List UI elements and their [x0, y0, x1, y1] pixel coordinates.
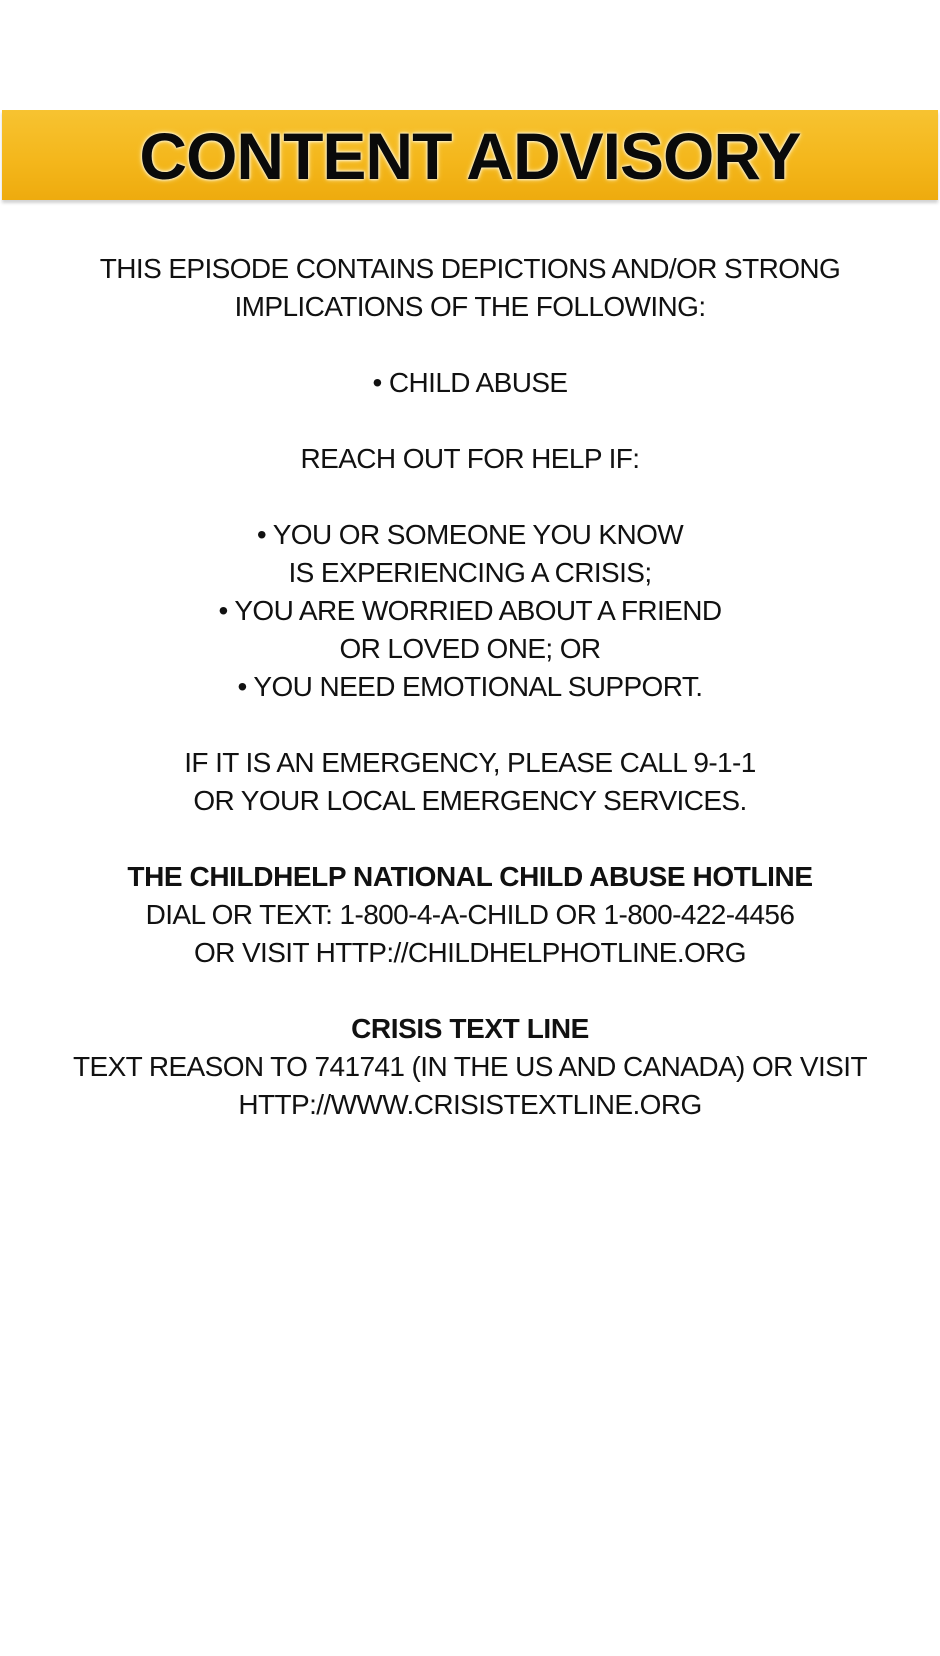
advisory-banner: [2, 110, 938, 200]
help-line: IS EXPERIENCING A CRISIS;: [288, 557, 652, 588]
childhelp-phone: DIAL OR TEXT: 1-800-4-A-CHILD OR 1-800-422-4456: [145, 899, 795, 930]
intro-line-1: THIS EPISODE CONTAINS DEPICTIONS AND/OR STRONG: [99, 253, 841, 284]
spacer: [0, 972, 940, 1010]
banner-title: CONTENT ADVISORY: [139, 119, 801, 193]
spacer: [0, 326, 940, 364]
crisis-text-line-instructions: TEXT REASON TO 741741 (IN THE US AND CANADA) OR VISIT: [73, 1051, 867, 1082]
emergency-line-2: OR YOUR LOCAL EMERGENCY SERVICES.: [193, 785, 747, 816]
topic-item: • CHILD ABUSE: [372, 367, 568, 398]
childhelp-link: OR VISIT HTTP://CHILDHELPHOTLINE.ORG: [194, 937, 746, 968]
advisory-content: [0, 250, 940, 1124]
spacer: [0, 706, 940, 744]
spacer: [0, 820, 940, 858]
help-heading: REACH OUT FOR HELP IF:: [300, 443, 640, 474]
intro-line-2: IMPLICATIONS OF THE FOLLOWING:: [234, 291, 706, 322]
childhelp-title: THE CHILDHELP NATIONAL CHILD ABUSE HOTLINE: [127, 861, 813, 892]
help-line: OR LOVED ONE; OR: [339, 633, 601, 664]
help-line: • YOU ARE WORRIED ABOUT A FRIEND: [218, 595, 722, 626]
help-line: • YOU NEED EMOTIONAL SUPPORT.: [237, 671, 703, 702]
help-line: • YOU OR SOMEONE YOU KNOW: [256, 519, 684, 550]
crisis-text-line-title: CRISIS TEXT LINE: [351, 1013, 589, 1044]
spacer: [0, 402, 940, 440]
spacer: [0, 478, 940, 516]
emergency-line-1: IF IT IS AN EMERGENCY, PLEASE CALL 9-1-1: [184, 747, 756, 778]
crisis-text-line-link: HTTP://WWW.CRISISTEXTLINE.ORG: [238, 1089, 702, 1120]
